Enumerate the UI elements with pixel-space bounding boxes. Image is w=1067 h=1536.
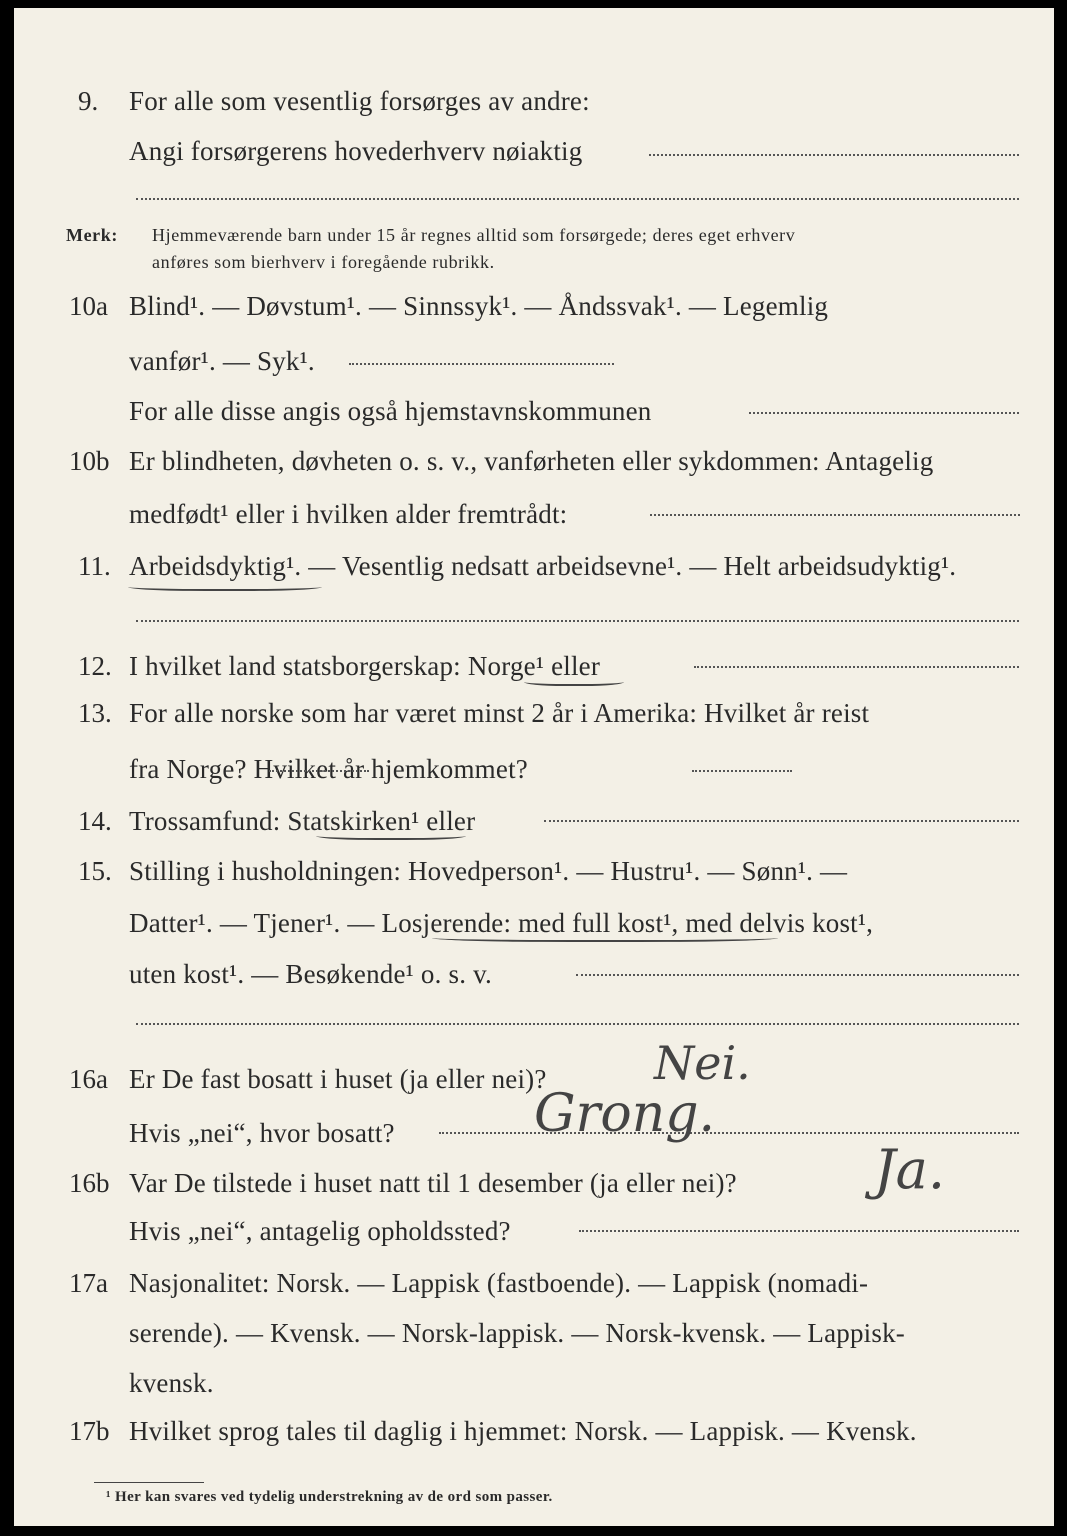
q11-underline-arbeidsdyktig xyxy=(128,581,322,591)
q15-answer-field-2[interactable] xyxy=(136,1023,1019,1025)
q15-underline-losjerende xyxy=(432,932,778,942)
q10a-line1: Blind¹. — Døvstum¹. — Sinnssyk¹. — Åndssvak¹. — Legemlig xyxy=(129,291,829,321)
q16b-line1: Var De tilstede i huset natt til 1 desember (ja eller nei)? xyxy=(129,1168,737,1198)
q10b-line2: medfødt¹ eller i hvilken alder fremtrådt: xyxy=(129,499,568,529)
q10b-line1: Er blindheten, døvheten o. s. v., vanførheten eller sykdommen: Antagelig xyxy=(129,446,934,476)
q10a-line3: For alle disse angis også hjemstavnskommunen xyxy=(129,396,652,426)
q16a-bosatt-field[interactable] xyxy=(439,1132,1019,1134)
census-form-page xyxy=(14,8,1054,1526)
q16b-line2: Hvis „nei“, antagelig opholdssted? xyxy=(129,1216,511,1246)
q15-answer-field[interactable] xyxy=(576,974,1019,976)
q15-line2: Datter¹. — Tjener¹. — Losjerende: med full kost¹, med delvis kost¹, xyxy=(129,908,874,938)
footnote-rule xyxy=(94,1482,204,1483)
q13-reist-field[interactable] xyxy=(269,770,369,772)
q17b-line1: Hvilket sprog tales til daglig i hjemmet: Norsk. — Lappisk. — Kvensk. xyxy=(129,1416,917,1446)
q10a-syk-field[interactable] xyxy=(349,363,614,365)
q13-number: 13. xyxy=(78,698,112,728)
q15-line1: Stilling i husholdningen: Hovedperson¹. — Hustru¹. — Sønn¹. — xyxy=(129,856,848,886)
q13-line1: For alle norske som har været minst 2 år i Amerika: Hvilket år reist xyxy=(129,698,870,728)
q12-number: 12. xyxy=(78,651,112,681)
q11-number: 11. xyxy=(78,551,111,581)
q11-line1: Arbeidsdyktig¹. — Vesentlig nedsatt arbeidsevne¹. — Helt arbeidsudyktig¹. xyxy=(129,551,957,581)
q16b-opholdssted-field[interactable] xyxy=(579,1230,1019,1232)
q12-answer-field[interactable] xyxy=(694,666,1019,668)
q13-hjemkommet-field[interactable] xyxy=(692,770,792,772)
q10b-answer-field[interactable] xyxy=(650,514,1020,516)
q11-answer-field[interactable] xyxy=(136,620,1019,622)
q15-line3: uten kost¹. — Besøkende¹ o. s. v. xyxy=(129,959,493,989)
q13-line2: fra Norge? Hvilket år hjemkommet? xyxy=(129,754,528,784)
q9-answer-field-2[interactable] xyxy=(136,198,1019,200)
q14-line1: Trossamfund: Statskirken¹ eller xyxy=(129,806,476,836)
q15-number: 15. xyxy=(78,856,112,886)
merk-line1: Hjemmeværende barn under 15 år regnes alltid som forsørgede; deres eget erhverv xyxy=(152,225,796,245)
q17b-number: 17b xyxy=(69,1416,110,1446)
q10a-line2: vanfør¹. — Syk¹. xyxy=(129,346,315,376)
q9-number: 9. xyxy=(78,86,99,116)
merk-label: Merk: xyxy=(66,225,118,245)
q9-line1: For alle som vesentlig forsørges av andre: xyxy=(129,86,590,116)
q16a-line1: Er De fast bosatt i huset (ja eller nei)? xyxy=(129,1064,547,1094)
q14-underline-statskirken xyxy=(316,830,466,840)
q14-answer-field[interactable] xyxy=(544,820,1019,822)
q10a-number: 10a xyxy=(69,291,108,321)
q16a-handwritten-answer: Nei. xyxy=(654,1036,751,1090)
q17a-line1: Nasjonalitet: Norsk. — Lappisk (fastboende). — Lappisk (nomadi- xyxy=(129,1268,869,1298)
q10a-hjemstavn-field[interactable] xyxy=(749,412,1019,414)
q9-line2: Angi forsørgerens hovederhverv nøiaktig xyxy=(129,136,583,166)
q17a-line2: serende). — Kvensk. — Norsk-lappisk. — Norsk-kvensk. — Lappisk- xyxy=(129,1318,905,1348)
q17a-line3: kvensk. xyxy=(129,1368,214,1398)
q16b-handwritten-answer: Ja. xyxy=(874,1138,946,1201)
merk-line2: anføres som bierhverv i foregående rubrikk. xyxy=(152,252,495,272)
q16b-number: 16b xyxy=(69,1168,110,1198)
footnote-text: ¹ Her kan svares ved tydelig understrekning av de ord som passer. xyxy=(106,1489,553,1505)
q10b-number: 10b xyxy=(69,446,110,476)
q16a-line2: Hvis „nei“, hvor bosatt? xyxy=(129,1118,395,1148)
q14-number: 14. xyxy=(78,806,112,836)
q17a-number: 17a xyxy=(69,1268,108,1298)
q9-answer-field[interactable] xyxy=(649,154,1019,156)
q12-line1: I hvilket land statsborgerskap: Norge¹ eller xyxy=(129,651,601,681)
q16a-handwritten-bosatt: Grong. xyxy=(534,1084,716,1144)
q12-underline-norge xyxy=(524,676,624,686)
q16a-number: 16a xyxy=(69,1064,108,1094)
